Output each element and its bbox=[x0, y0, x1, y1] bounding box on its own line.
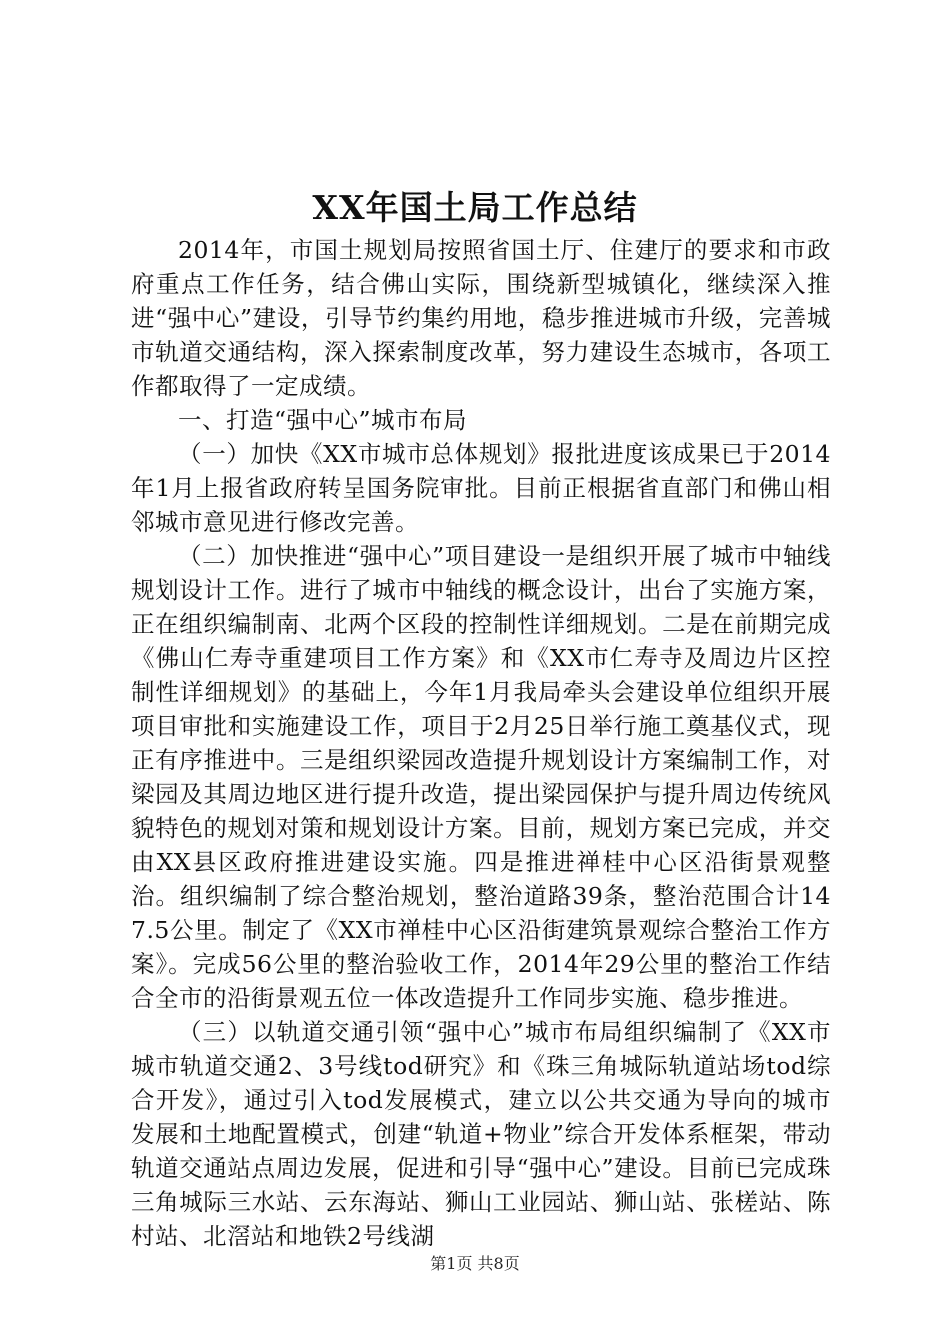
page-number-footer: 第1页 共8页 bbox=[430, 1254, 520, 1273]
paragraph-subsection-3: （三）以轨道交通引领“强中心”城市布局组织编制了《XX市城市轨道交通2、3号线tod研究》和《珠三角城际轨道站场tod综合开发》，通过引入tod发展模式，建立以公共交通为导向的城市发展和土地配置模式，创建“轨道+物业”综合开发体系框架，带动轨道交通站点周边发展，促进和引导“强中心”建设。目前已完成珠三角城际三水站、云东海站、狮山工业园站、狮山站、张槎站、陈村站、北滘站和地铁2号线湖 bbox=[131, 1018, 831, 1250]
paragraph-subsection-2: （二）加快推进“强中心”项目建设一是组织开展了城市中轴线规划设计工作。进行了城市中轴线的概念设计，出台了实施方案，正在组织编制南、北两个区段的控制性详细规划。二是在前期完成《佛山仁寿寺重建项目工作方案》和《XX市仁寿寺及周边片区控制性详细规划》的基础上，今年1月我局牵头会建设单位组织开展项目审批和实施建设工作，项目于2月25日举行施工奠基仪式，现正有序推进中。三是组织梁园改造提升规划设计方案编制工作，对梁园及其周边地区进行提升改造，提出梁园保护与提升周边传统风貌特色的规划对策和规划设计方案。目前，规划方案已完成，并交由XX县区政府推进建设实施。四是推进禅桂中心区沿街景观整治。组织编制了综合整治规划，整治道路39条，整治范围合计147.5公里。制定了《XX市禅桂中心区沿街建筑景观综合整治工作方案》。完成56公里的整治验收工作，2014年29公里的整治工作结合全市的沿街景观五位一体改造提升工作同步实施、稳步推进。 bbox=[131, 542, 831, 1012]
section-heading-1: 一、打造“强中心”城市布局 bbox=[178, 406, 468, 434]
paragraph-subsection-1: （一）加快《XX市城市总体规划》报批进度该成果已于2014年1月上报省政府转呈国务院审批。目前正根据省直部门和佛山相邻城市意见进行修改完善。 bbox=[131, 440, 831, 536]
paragraph-intro: 2014年，市国土规划局按照省国土厅、住建厅的要求和市政府重点工作任务，结合佛山实际，围绕新型城镇化，继续深入推进“强中心”建设，引导节约集约用地，稳步推进城市升级，完善城市轨道交通结构，深入探索制度改革，努力建设生态城市，各项工作都取得了一定成绩。 bbox=[131, 236, 831, 400]
document-body bbox=[131, 233, 831, 1253]
document-title: XX年国土局工作总结 bbox=[312, 188, 638, 227]
